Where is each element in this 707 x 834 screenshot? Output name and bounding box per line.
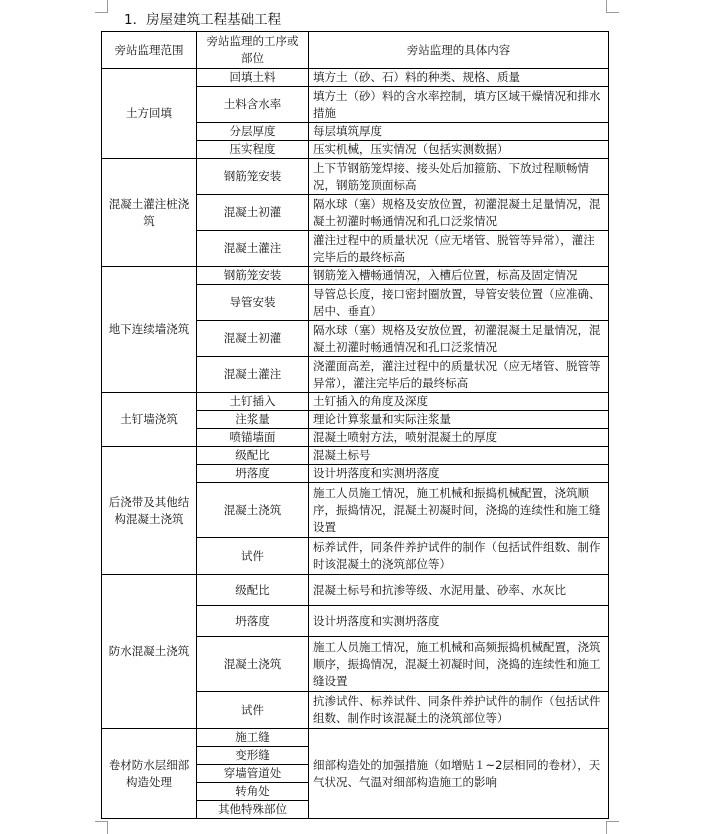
content-cell: 设计坍落度和实测坍落度 (309, 465, 609, 483)
content-cell: 隔水球（塞）规格及安放位置，初灌混凝土足量情况，混凝土初灌时畅通情况和孔口泛浆情况 (309, 321, 609, 357)
process-cell: 试件 (197, 538, 309, 575)
content-cell: 灌注过程中的质量状况（应无堵管、脱管等异常），灌注完毕后的最终标高 (309, 231, 609, 267)
content-cell: 标养试件，同条件养护试件的制作（包括试件组数、制作时该混凝土的浇筑部位等） (309, 538, 609, 575)
header-process: 旁站监理的工序或部位 (197, 32, 309, 69)
content-cell: 钢筋笼入槽畅通情况，入槽后位置，标高及固定情况 (309, 267, 609, 285)
content-cell: 设计坍落度和实测坍落度 (309, 606, 609, 637)
area-cell: 卷材防水层细部构造处理 (102, 729, 197, 819)
process-cell: 穿墙管道处 (197, 765, 309, 783)
process-cell: 钢筋笼安装 (197, 159, 309, 195)
corner-mark (95, 821, 108, 834)
content-cell: 细部构造处的加强措施（如增贴１~2层相同的卷材），天气状况、气温对细部构造施工的影响 (309, 729, 609, 819)
table-row (102, 729, 609, 747)
header-area: 旁站监理范围 (102, 32, 197, 69)
process-cell: 土料含水率 (197, 87, 309, 123)
table-row (102, 447, 609, 465)
area-cell: 土方回填 (102, 69, 197, 159)
process-cell: 土钉插入 (197, 393, 309, 411)
process-cell: 分层厚度 (197, 123, 309, 141)
table-row (102, 159, 609, 195)
process-cell: 变形缝 (197, 747, 309, 765)
content-cell: 混凝土喷射方法，喷射混凝土的厚度 (309, 429, 609, 447)
area-cell: 后浇带及其他结构混凝土浇筑 (102, 447, 197, 575)
process-cell: 混凝土浇筑 (197, 483, 309, 538)
process-cell: 级配比 (197, 447, 309, 465)
table-row (102, 69, 609, 87)
process-cell: 坍落度 (197, 606, 309, 637)
process-cell: 混凝土灌注 (197, 357, 309, 393)
table-row (102, 267, 609, 285)
corner-mark (95, 0, 108, 13)
process-cell: 混凝土初灌 (197, 195, 309, 231)
corner-mark (606, 821, 619, 834)
table-header-row (102, 32, 609, 69)
section-title: 1．房屋建筑工程基础工程 (124, 12, 282, 28)
content-cell: 施工人员施工情况，施工机械和振捣机械配置，浇筑顺序，振捣情况，混凝土初凝时间，浇捣的连续性和施工缝设置 (309, 483, 609, 538)
content-cell: 导管总长度，接口密封圈放置，导管安装位置（应准确、居中、垂直） (309, 285, 609, 321)
process-cell: 试件 (197, 692, 309, 729)
content-cell: 混凝土标号和抗渗等级、水泥用量、砂率、水灰比 (309, 575, 609, 606)
content-cell: 填方土（砂）料的含水率控制，填方区域干燥情况和排水措施 (309, 87, 609, 123)
content-cell: 压实机械，压实情况（包括实测数据） (309, 141, 609, 159)
process-cell: 混凝土灌注 (197, 231, 309, 267)
content-cell: 抗渗试件、标养试件、同条件养护试件的制作（包括试件组数、制作时该混凝土的浇筑部位等） (309, 692, 609, 729)
process-cell: 其他特殊部位 (197, 801, 309, 819)
process-cell: 压实程度 (197, 141, 309, 159)
table-row (102, 575, 609, 606)
process-cell: 级配比 (197, 575, 309, 606)
corner-mark (606, 0, 619, 13)
process-cell: 注浆量 (197, 411, 309, 429)
content-cell: 施工人员施工情况，施工机械和高频振捣机械配置，浇筑顺序，振捣情况，混凝土初凝时间，浇捣的连续性和施工缝设置 (309, 637, 609, 692)
content-cell: 上下节钢筋笼焊接、接头处后加箍筋、下放过程顺畅情况，钢筋笼顶面标高 (309, 159, 609, 195)
supervision-table (101, 31, 609, 819)
header-content: 旁站监理的具体内容 (309, 32, 609, 69)
process-cell: 导管安装 (197, 285, 309, 321)
area-cell: 混凝土灌注桩浇筑 (102, 159, 197, 267)
table-row (102, 393, 609, 411)
process-cell: 坍落度 (197, 465, 309, 483)
content-cell: 浇灌面高差，灌注过程中的质量状况（应无堵管、脱管等异常），灌注完毕后的最终标高 (309, 357, 609, 393)
process-cell: 钢筋笼安装 (197, 267, 309, 285)
table-body (102, 69, 609, 819)
area-cell: 地下连续墙浇筑 (102, 267, 197, 393)
process-cell: 施工缝 (197, 729, 309, 747)
content-cell: 隔水球（塞）规格及安放位置，初灌混凝土足量情况，混凝土初灌时畅通情况和孔口泛浆情况 (309, 195, 609, 231)
area-cell: 土钉墙浇筑 (102, 393, 197, 447)
process-cell: 喷锚墙面 (197, 429, 309, 447)
process-cell: 混凝土初灌 (197, 321, 309, 357)
process-cell: 回填土料 (197, 69, 309, 87)
content-cell: 土钉插入的角度及深度 (309, 393, 609, 411)
content-cell: 填方土（砂、石）料的种类、规格、质量 (309, 69, 609, 87)
area-cell: 防水混凝土浇筑 (102, 575, 197, 729)
content-cell: 每层填筑厚度 (309, 123, 609, 141)
content-cell: 混凝土标号 (309, 447, 609, 465)
process-cell: 混凝土浇筑 (197, 637, 309, 692)
process-cell: 转角处 (197, 783, 309, 801)
content-cell: 理论计算浆量和实际注浆量 (309, 411, 609, 429)
